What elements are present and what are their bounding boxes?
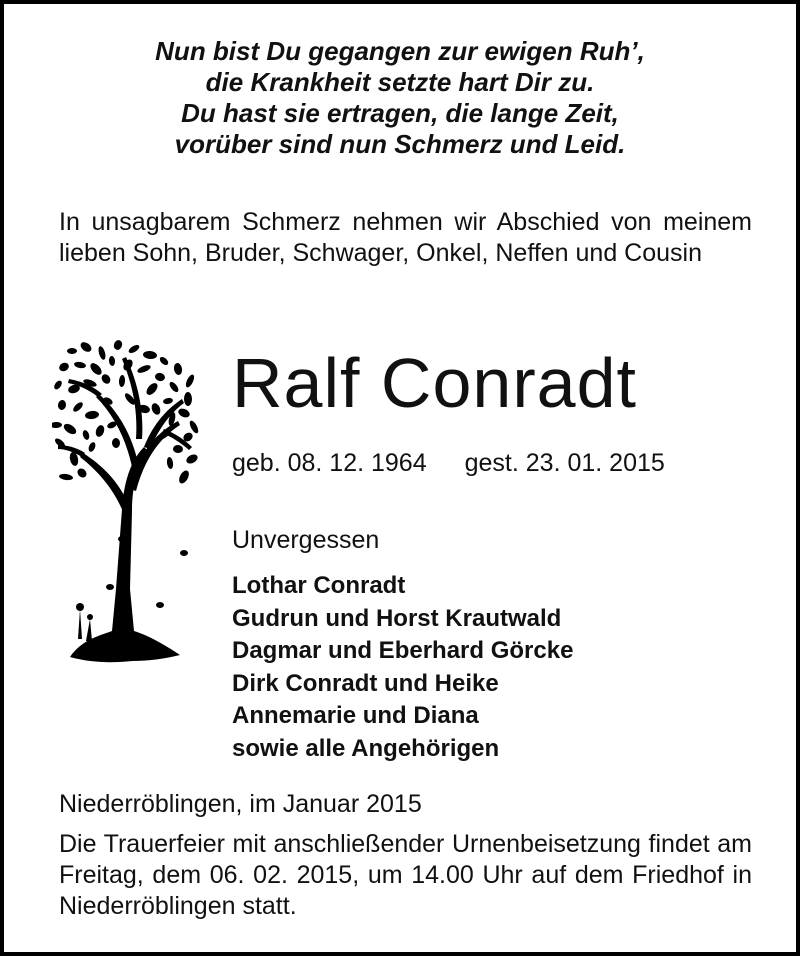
tree-leaf [158, 355, 169, 366]
unvergessen-label: Unvergessen [232, 526, 380, 554]
tree-leaf [144, 381, 159, 397]
tree-leaf [88, 361, 103, 377]
tree-leaf [177, 407, 191, 419]
place-and-date: Niederröblingen, im Januar 2015 [59, 790, 422, 818]
tree-leaf [74, 361, 87, 369]
falling-leaf [118, 536, 126, 542]
tree-leaf [94, 424, 105, 438]
tree-leaf [136, 364, 151, 375]
tree-leaf [72, 401, 85, 414]
mourner-4: Dirk Conradt und Heike [232, 669, 499, 697]
tree-leaf [82, 429, 91, 440]
tree-leaf [166, 457, 174, 470]
tree-leaf [168, 380, 180, 393]
tree-leaf [119, 375, 126, 387]
tree-leaf [112, 339, 123, 351]
tree-leaf [173, 362, 183, 375]
tree-leaf [184, 392, 192, 406]
tree-leaf [173, 445, 183, 454]
deceased-name: Ralf Conradt [232, 344, 637, 422]
mourners-list [232, 570, 573, 765]
mourner-6: sowie alle Angehörigen [232, 734, 500, 762]
tree-leaf [87, 441, 97, 453]
poem-line-4: vorüber sind nun Schmerz und Leid. [174, 129, 626, 159]
tree-leaf [188, 419, 200, 434]
tree-leaf [143, 350, 158, 359]
tree-leaf [127, 343, 140, 354]
falling-leaf [156, 602, 164, 608]
tree-leaf [184, 373, 196, 388]
death-date: gest. 23. 01. 2015 [464, 449, 665, 477]
tree-leaf [53, 379, 64, 391]
tree-leaf [67, 348, 77, 354]
funeral-service-info: Die Trauerfeier mit anschließender Urnenbeisetzung findet am Freitag, dem 06. 02. 2015, um 14.00 Uhr auf dem Friedhof in Niederröblingen statt. [59, 830, 752, 920]
mourner-5: Annemarie und Diana [232, 702, 479, 729]
life-dates [232, 447, 665, 479]
tree-icon [52, 339, 202, 669]
farewell-text: In unsagbarem Schmerz nehmen wir Abschied von meinem lieben Sohn, Bruder, Schwager, Onkel, Neffen und Cousin [59, 208, 752, 267]
tree-leaf [62, 422, 78, 437]
mourner-3: Dagmar und Eberhard Görcke [232, 637, 574, 664]
tree-leaf [85, 410, 100, 420]
tree-leaf [177, 469, 191, 485]
tree-leaf [185, 453, 199, 466]
poem-line-2: die Krankheit setzte hart Dir zu. [205, 67, 595, 97]
tree-leaf [76, 467, 89, 480]
tree-leaf [154, 372, 166, 382]
tree-leaf [100, 373, 112, 386]
poem-line-3: Du hast sie ertragen, die lange Zeit, [181, 98, 619, 128]
poem-line-1: Nun bist Du gegangen zur ewigen Ruh’, [155, 36, 645, 66]
tree-leaf [59, 473, 74, 481]
tree-leaf [112, 438, 121, 448]
birth-date: geb. 08. 12. 1964 [232, 449, 427, 477]
mourner-1: Lothar Conradt [232, 572, 406, 599]
tree-leaf [52, 422, 62, 428]
tree-leaf [150, 402, 162, 416]
memorial-poem [44, 36, 756, 160]
mourner-2: Gudrun und Horst Krautwald [232, 604, 562, 632]
tree-leaf [57, 399, 66, 410]
tree-leaf [58, 361, 71, 373]
tree-leaf [108, 356, 115, 367]
tree-leaf [79, 340, 93, 354]
tree-leaf [97, 345, 107, 360]
falling-leaf [106, 584, 114, 590]
falling-leaf [180, 550, 188, 556]
tree-leaf [162, 397, 173, 405]
